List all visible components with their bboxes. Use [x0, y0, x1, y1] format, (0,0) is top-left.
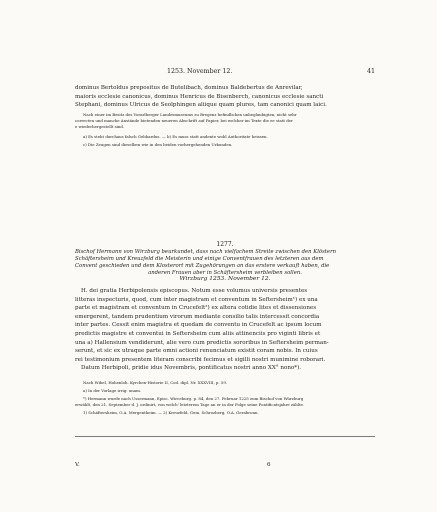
text-line: serunt, et sic ex utraque parte omni actioni renunciatum existit coram nobis. In cuius — [75, 348, 318, 355]
apparatus — [75, 380, 375, 416]
footnotes-top — [75, 134, 375, 148]
running-title: 1253. November 12. — [167, 68, 233, 75]
variant-note: a) In der Vorlage irrig: unam. — [83, 388, 141, 393]
text-line: predictis magistre et conventui in Seftersheim cum aliis attinenciis pro viginti libris et — [75, 330, 321, 337]
footnote: a) Es steht durchaus falsch Gebhardus. — b) Es muss statt andente wohl Authoritate heissen. — [83, 134, 268, 139]
sheet-signature: V. — [75, 462, 80, 468]
source-remark — [75, 112, 375, 130]
sheet-number: 6 — [267, 462, 271, 468]
footnote: c) Die Zeugen sind dieselben wie in den beiden vorhergehenden Urkunden. — [83, 142, 233, 147]
text-line: litteras inspecturis, quod, cum inter magistram et conventum in Seftersheim¹) ex una — [75, 296, 318, 303]
remark-line: e wiederhergestellt sind. — [75, 124, 125, 129]
text-line: dominus Bertoldus prepositus de Butelibach, dominus Baldebertus de Anrevilar, — [75, 85, 303, 91]
regest — [75, 249, 375, 277]
witness-list-text — [75, 84, 375, 110]
remark-line: Nach einer im Besitz des Vorarlberger Landesmuseums zu Bregenz befindlichen unbeglaubigten, nicht sehr — [83, 112, 297, 117]
dateline: Wirzburg 1253. November 12. — [179, 276, 271, 282]
commentary-line: *) Hermann wurde nach Ussermann, Episc. Wirceburg. p. 84, den 27. Februar 1225 zum Bischof von Würzburg — [83, 396, 304, 401]
bottom-rule — [75, 436, 375, 437]
text-line: una a) Hallensium vendiderunt, alie vero cum predictis sororibus in Seftersheim perman- — [75, 339, 329, 346]
text-line: rei testimonium presentem literam conscribi fecimus et sigilli nostri munimine roborari. — [75, 356, 326, 363]
page-number: 41 — [366, 68, 375, 75]
place-identification: 1) Schäftersheim, O.A. Mergentheim. — 2) Kreuzfeld, Gem. Schrozberg, O.A. Gerabronn. — [83, 410, 259, 415]
text-line: inter partes. Cessit enim magistra et quedam de conventu in Crucefelt ac ipsum locum — [75, 322, 322, 329]
page-footer — [75, 462, 375, 468]
text-line: H. dei gratia Herbipolensis episcopus. Notum esse volumus universis presentes — [81, 288, 308, 294]
remark-line: correcten und manche Anstände bietenden neueren Abschrift auf Papier, bei welcher im Texte die ee statt der — [75, 118, 293, 123]
regest-line: anderen Frauen aber in Schäftersheim verbleiben sollen. — [148, 270, 302, 277]
charter-text — [75, 287, 375, 373]
source-note: Nach Wibel, Hohenloh. Kyrchen-Historie II, Cod. dipl. Nr. XXXVIII, p. 59. — [83, 380, 228, 385]
text-line: emergerent, tandem prudentium virorum mediante consilio talis intercessit concordia — [75, 313, 320, 320]
commentary-line: erwählt, den 21. September d. J. ordinirt, von welch' letzterem Tage an er in der Folge seine Pontificatsjahre zählte. — [75, 402, 305, 407]
document-number: 1277. — [216, 241, 234, 248]
regest-line: Bischof Hermann von Wirzburg beurkundet, dass nach vielfachem Streite zwischen den Klöstern — [75, 249, 337, 255]
text-line: maioris ecclesie canonicus, dominus Henricus de Bisenberch, canonicus ecclesie sancti — [75, 93, 324, 100]
text-line: Datum Herbipoli, pridie idus Novembris, pontificatus nostri anno XX° nono*). — [81, 365, 302, 372]
text-line: parte et magistram et conventum in Crucefelt²) ex altera cotidie lites et dissensiones — [75, 305, 317, 312]
text-line: Stephani, dominus Ulricus de Seolphingen aliique quam plures, tam canonici quam laici. — [75, 102, 327, 109]
regest-line: Convent geschieden und dem Klosterort mit Zugehörungen an das erstere verkauft haben, die — [75, 263, 330, 270]
regest-line: Schäftersheim und Kreuzfeld die Meisterin und einige Conventfrauen des letzteren aus dem — [75, 256, 324, 263]
